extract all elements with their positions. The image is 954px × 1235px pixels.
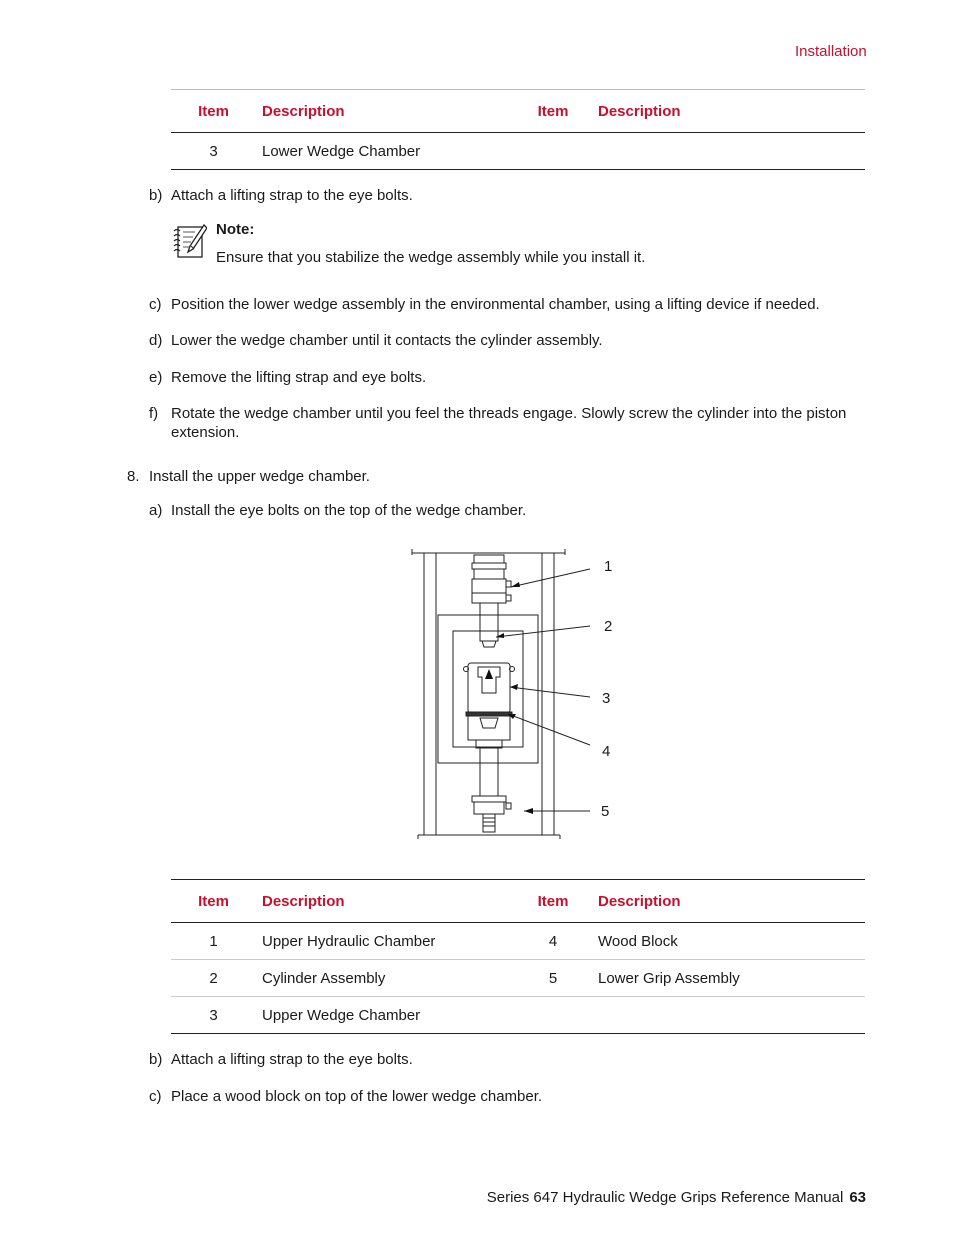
page-number: 63 xyxy=(849,1189,866,1206)
item-description xyxy=(582,997,865,1034)
item-number: 1 xyxy=(171,923,256,960)
column-header: Item xyxy=(171,90,256,133)
item-description: Wood Block xyxy=(582,923,865,960)
step-text: Place a wood block on top of the lower wedge chamber. xyxy=(171,1088,543,1105)
step-label: e) xyxy=(149,369,163,386)
step-text: Install the eye bolts on the top of the wedge chamber. xyxy=(171,502,527,519)
item-description: Lower Wedge Chamber xyxy=(256,133,524,170)
step-text: Remove the lifting strap and eye bolts. xyxy=(171,369,427,386)
step-text: Attach a lifting strap to the eye bolts. xyxy=(171,187,413,204)
step-label: 8. xyxy=(127,468,140,485)
item-description xyxy=(582,133,865,170)
callout-label: 2 xyxy=(604,618,613,635)
step-label: b) xyxy=(149,187,163,204)
item-table-2 xyxy=(171,879,865,1034)
column-header: Description xyxy=(256,90,524,133)
item-number: 3 xyxy=(171,997,256,1034)
column-header: Description xyxy=(582,90,865,133)
page-footer xyxy=(470,1189,866,1206)
grip-assembly-figure xyxy=(410,545,625,845)
item-number: 5 xyxy=(524,960,582,997)
item-table-1 xyxy=(171,89,865,170)
step-label: b) xyxy=(149,1051,163,1068)
section-title: Installation xyxy=(795,43,867,60)
note-text: Ensure that you stabilize the wedge assembly while you install it. xyxy=(216,249,646,266)
note-title: Note: xyxy=(216,221,255,238)
table-row xyxy=(171,960,865,997)
manual-title: Series 647 Hydraulic Wedge Grips Reference Manual xyxy=(486,1189,844,1206)
callout-label: 5 xyxy=(601,803,610,820)
column-header: Description xyxy=(256,880,524,923)
step-label: f) xyxy=(149,405,159,422)
column-header: Item xyxy=(524,880,582,923)
item-description: Lower Grip Assembly xyxy=(582,960,865,997)
column-header: Item xyxy=(524,90,582,133)
callout-label: 1 xyxy=(604,558,613,575)
item-description: Upper Wedge Chamber xyxy=(256,997,524,1034)
table-row xyxy=(171,133,865,170)
item-description: Upper Hydraulic Chamber xyxy=(256,923,524,960)
item-number: 4 xyxy=(524,923,582,960)
table-row xyxy=(171,923,865,960)
step-label: c) xyxy=(149,1088,162,1105)
item-description: Cylinder Assembly xyxy=(256,960,524,997)
item-number xyxy=(524,133,582,170)
note-icon xyxy=(171,222,207,260)
column-header: Item xyxy=(171,880,256,923)
item-number xyxy=(524,997,582,1034)
table-row xyxy=(171,997,865,1034)
step-text: Lower the wedge chamber until it contacts the cylinder assembly. xyxy=(171,332,603,349)
step-text: Position the lower wedge assembly in the environmental chamber, using a lifting device if needed. xyxy=(171,296,820,313)
callout-label: 3 xyxy=(602,690,611,707)
step-text: Rotate the wedge chamber until you feel the threads engage. Slowly screw the cylinder into the piston extension. xyxy=(171,405,847,441)
step-label: a) xyxy=(149,502,163,519)
column-header: Description xyxy=(582,880,865,923)
item-number: 2 xyxy=(171,960,256,997)
callout-label: 4 xyxy=(602,743,611,760)
step-label: d) xyxy=(149,332,163,349)
item-number: 3 xyxy=(171,133,256,170)
step-text: Attach a lifting strap to the eye bolts. xyxy=(171,1051,413,1068)
step-text: Install the upper wedge chamber. xyxy=(149,468,370,485)
step-label: c) xyxy=(149,296,162,313)
